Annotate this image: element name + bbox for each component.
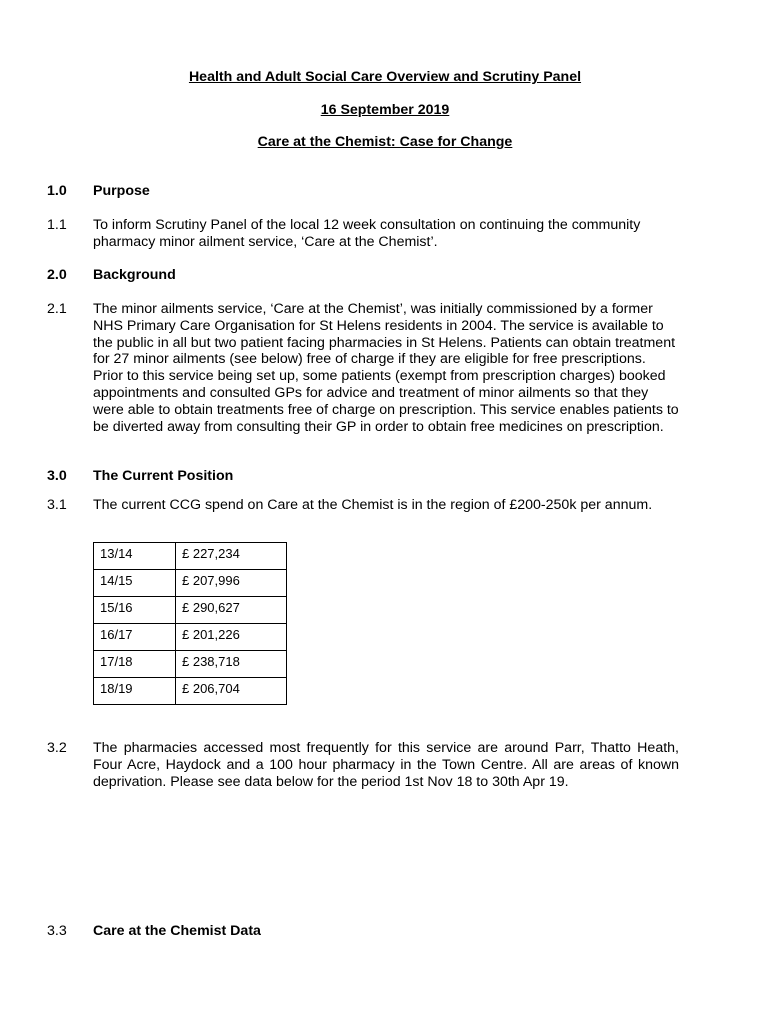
table-row <box>94 624 287 651</box>
section-text: The current CCG spend on Care at the Chemist is in the region of £200-250k per annum. <box>93 497 653 513</box>
section-number: 3.3 <box>47 923 67 939</box>
amount-cell: £ 207,996 <box>176 570 287 597</box>
section-heading: Purpose <box>93 183 150 199</box>
section-number: 3.0 <box>47 468 67 484</box>
meeting-date: 16 September 2019 <box>320 102 450 118</box>
section-number: 2.0 <box>47 267 67 283</box>
section-number: 3.2 <box>47 740 67 756</box>
section-number: 1.0 <box>47 183 67 199</box>
year-cell: 16/17 <box>94 624 176 651</box>
amount-cell: £ 227,234 <box>176 543 287 570</box>
section-heading: Background <box>93 267 176 283</box>
section-text: The minor ailments service, ‘Care at the Chemist’, was initially commissioned by a former NHS Primary Care Organisation for St Helens residents in 2004. The service is available to the public in all but two patient facing pharmacies in St Helens. Patients can obtain treatment for 27 minor ailments (see below) free of charge if they are eligible for free prescriptions. Prior to this service being set up, some patients (exempt from prescription charges) booked appointments and consulted GPs for advice and treatment of minor ailments so that they were able to obtain treatments free of charge on prescription. This service enables patients to be diverted away from consulting their GP in order to obtain free medicines on prescription. <box>93 301 679 435</box>
amount-cell: £ 290,627 <box>176 597 287 624</box>
table-row <box>94 543 287 570</box>
table-row <box>94 678 287 705</box>
year-cell: 18/19 <box>94 678 176 705</box>
section-heading: Care at the Chemist Data <box>93 923 261 939</box>
section-heading: The Current Position <box>93 468 234 484</box>
amount-cell: £ 201,226 <box>176 624 287 651</box>
amount-cell: £ 206,704 <box>176 678 287 705</box>
section-text: The pharmacies accessed most frequently for this service are around Parr, Thatto Heath, Four Acre, Haydock and a 100 hour pharmacy in the Town Centre. All are areas of known deprivation. Please see data below for the period 1st Nov 18 to 30th Apr 19. <box>93 740 679 790</box>
section-number: 1.1 <box>47 217 67 233</box>
year-cell: 13/14 <box>94 543 176 570</box>
report-subject: Care at the Chemist: Case for Change <box>257 134 513 150</box>
table-row <box>94 597 287 624</box>
section-text: To inform Scrutiny Panel of the local 12 week consultation on continuing the community pharmacy minor ailment service, ‘Care at the Chemist’. <box>93 217 641 250</box>
year-cell: 14/15 <box>94 570 176 597</box>
table-row <box>94 570 287 597</box>
amount-cell: £ 238,718 <box>176 651 287 678</box>
table-row <box>94 651 287 678</box>
section-number: 2.1 <box>47 301 67 317</box>
year-cell: 15/16 <box>94 597 176 624</box>
year-cell: 17/18 <box>94 651 176 678</box>
spend-table <box>93 542 287 705</box>
panel-title: Health and Adult Social Care Overview and Scrutiny Panel <box>188 69 582 85</box>
section-number: 3.1 <box>47 497 67 513</box>
